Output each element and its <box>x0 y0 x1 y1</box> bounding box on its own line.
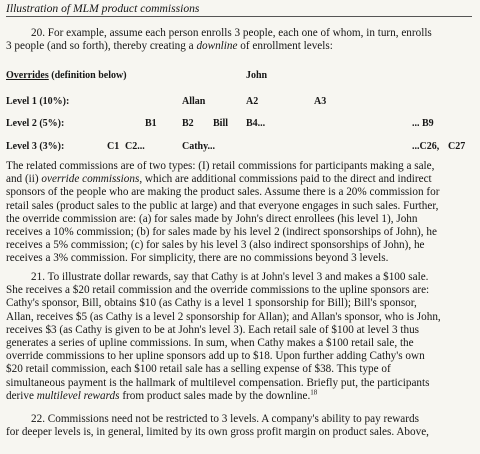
text-line: simultaneous payment is the hallmark of multilevel compensation. Briefly put, the participants <box>6 376 430 389</box>
text-line: override commissions to her upline sponsors add up to $18. Upon further adding Cathy's own <box>6 350 425 363</box>
text-line: $20 retail commission, each $100 retail sale has a selling expense of $38. This type of <box>6 363 391 376</box>
text-line: derive multilevel rewards from product sales made by the downline.$^{18}$ <box>6 388 318 402</box>
p20-line2: 3 people (and so forth), thereby creating a downline of enrollment levels: <box>6 40 333 52</box>
text-line: sponsors of the people who are making the product sales. Assume there is a 20% commission for <box>6 186 440 199</box>
level1-node: Allan <box>182 96 206 107</box>
text-line: 22. Commissions need not be restricted to 3 levels. A company's ability to pay rewards <box>31 413 419 425</box>
level2-node: B1 <box>145 118 157 129</box>
root-node-john: John <box>246 70 268 81</box>
text-line: receives a 5% commission; (c) for sales by his level 3 (also indirect sponsorships of John), he <box>6 239 425 252</box>
text-line: 21. To illustrate dollar rewards, say that Cathy is at John's level 3 and makes a $100 sale. <box>31 271 429 283</box>
text-line: receives $3 (as Cathy is given to be at John's level 3). Each retail sale of $100 at level 3 thus <box>6 323 420 336</box>
commissions-paragraph <box>6 160 474 266</box>
paragraph-21 <box>6 271 474 403</box>
level3-node: ...C26, <box>412 141 440 152</box>
text-line: for deeper levels is, in general, limited by its own gross profit margin on product sales. Above, <box>6 426 429 439</box>
text-line: She receives a $20 retail commission and the override commissions to the upline sponsors are: <box>6 284 430 297</box>
text-line: The related commissions are of two types: (I) retail commissions for participants making a sale, <box>6 160 435 172</box>
text-line: receives a 10% commission; (b) for sales made by his level 2 (indirect sponsorships of John), he <box>6 226 437 239</box>
level3-node: C1 <box>107 141 120 152</box>
level2-node: B2 <box>182 118 194 129</box>
text-line: retail sales (product sales to the public at large) and that everyone engages in such sales. Further, <box>6 199 439 212</box>
level3-node: C27 <box>448 141 466 152</box>
level3-label: Level 3 (3%): <box>6 141 65 152</box>
text-line: generates a series of upline commissions. In sum, when Cathy makes a $100 retail sale, the <box>6 337 414 350</box>
section-heading: Illustration of MLM product commissions <box>6 2 200 15</box>
text-line: and (ii) override commissions, which are additional commissions paid to the direct and indirect <box>6 173 432 186</box>
level1-label: Level 1 (10%): <box>6 96 70 107</box>
level2-node: B4... <box>246 118 266 129</box>
paragraph-22 <box>6 413 474 439</box>
level3-node: C2... <box>125 141 145 152</box>
text-line: receives a 3% commission. For simplicity, there are no commissions beyond 3 levels. <box>6 252 389 265</box>
p20-line1: 20. For example, assume each person enrolls 3 people, each one of whom, in turn, enrolls <box>31 27 432 39</box>
level1-node: A2 <box>246 96 259 107</box>
level1-node: A3 <box>314 96 327 107</box>
text-line: Cathy's sponsor, Bill, obtains $10 (as Cathy is a level 1 sponsorship for Bill); Bill's sponsor, <box>6 297 417 310</box>
level2-node: ... B9 <box>412 118 434 129</box>
overrides-label: Overrides (definition below) <box>6 70 127 81</box>
text-line: the override commission are: (a) for sales made by John's direct enrollees (his level 1), John <box>6 212 418 225</box>
level3-node: Cathy... <box>182 141 216 152</box>
level2-label: Level 2 (5%): <box>6 118 65 129</box>
level2-node: Bill <box>213 118 229 129</box>
heading-rule <box>6 16 472 17</box>
text-line: Allan, receives $5 (as Cathy is a level 2 sponsorship for Allan); and Allan's sponsor, who is John, <box>6 310 441 323</box>
